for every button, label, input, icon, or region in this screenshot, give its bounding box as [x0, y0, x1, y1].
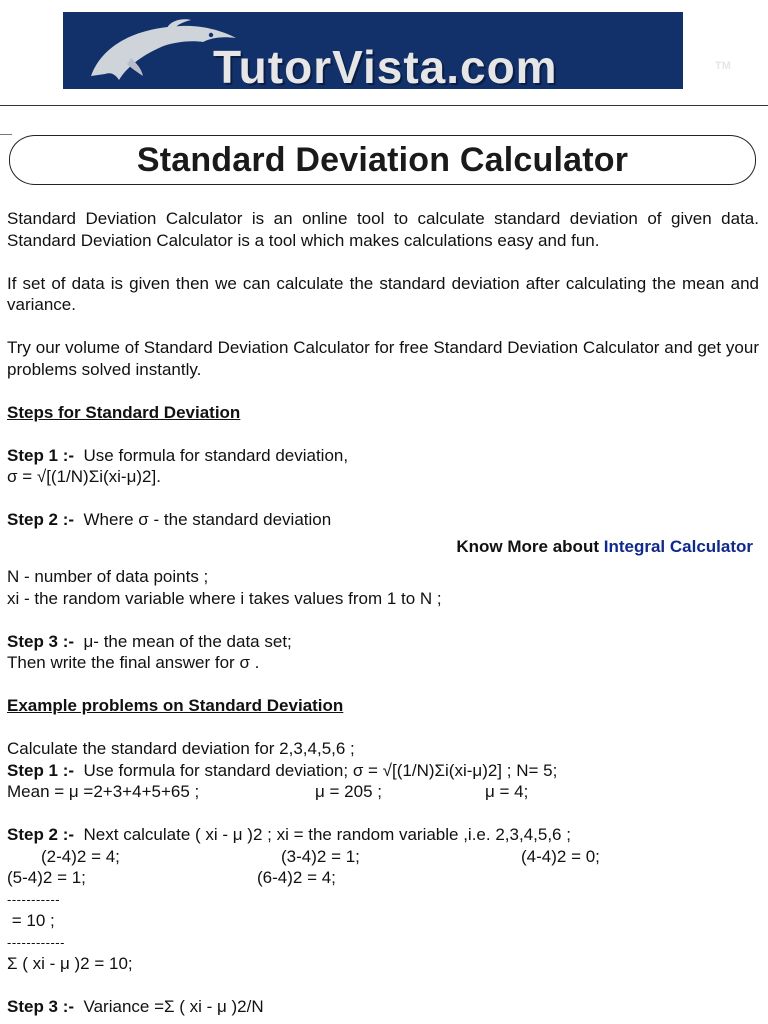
dash-separator-2: ------------	[7, 934, 65, 950]
square-term-3: (4-4)2 = 0;	[521, 846, 600, 866]
squares-row-2	[7, 867, 759, 889]
intro-paragraph-1: Standard Deviation Calculator is an online tool to calculate standard deviation of given data. Standard Deviation Calculator is a tool which makes calculations easy and fun.	[7, 209, 759, 250]
step-2-text: Where σ - the standard deviation	[83, 510, 332, 529]
step-3	[7, 631, 759, 653]
sigma-line: Σ ( xi - μ )2 = 10;	[7, 954, 133, 973]
know-more	[7, 536, 759, 558]
example-step-1	[7, 760, 759, 782]
squares-row-1	[7, 846, 759, 868]
know-more-prefix: Know More about	[456, 536, 599, 556]
logo-text: TutorVista.com	[213, 41, 558, 93]
step-1-formula: σ = √[(1/N)Σi(xi-μ)2].	[7, 467, 161, 486]
example-step-2-label: Step 2 :-	[7, 825, 75, 844]
integral-calculator-link[interactable]: Integral Calculator	[603, 536, 753, 556]
mean-result: μ = 4;	[485, 782, 529, 801]
tutorvista-banner[interactable]	[63, 12, 731, 93]
step-2	[7, 509, 759, 531]
page-title-box	[9, 135, 756, 185]
step-1-text: Use formula for standard deviation,	[83, 445, 349, 465]
dash-separator-1: -----------	[7, 891, 61, 907]
small-divider	[0, 134, 12, 135]
square-term-4: (5-4)2 = 1;	[7, 868, 86, 887]
example-step-1-label: Step 1 :-	[7, 760, 75, 780]
step-3-text: μ- the mean of the data set;	[83, 631, 292, 651]
sum-line: = 10 ;	[7, 911, 55, 930]
intro-paragraph-3: Try our volume of Standard Deviation Calculator for free Standard Deviation Calculator and get your problems solved instantly.	[7, 338, 759, 379]
logo-trademark: TM	[715, 60, 731, 72]
mean-fraction: μ = 205 ;	[315, 782, 382, 801]
step-1	[7, 445, 759, 467]
example-problem: Calculate the standard deviation for 2,3,4,5,6 ;	[7, 739, 355, 758]
example-step-2	[7, 824, 759, 846]
square-term-5: (6-4)2 = 4;	[257, 868, 336, 887]
mean-row	[7, 781, 759, 803]
example-step-3	[7, 996, 759, 1018]
header-divider	[0, 105, 768, 106]
example-step-3-text: Variance =Σ ( xi - μ )2/N	[83, 997, 264, 1016]
example-step-2-text: Next calculate ( xi - μ )2 ; xi = the random variable ,i.e. 2,3,4,5,6 ;	[83, 825, 571, 844]
page-title: Standard Deviation Calculator	[136, 140, 629, 179]
step-3-final: Then write the final answer for σ .	[7, 653, 260, 672]
n-definition: N - number of data points ;	[7, 567, 209, 586]
step-2-label: Step 2 :-	[7, 510, 75, 529]
step-3-label: Step 3 :-	[7, 631, 75, 651]
example-step-1-text: Use formula for standard deviation; σ = √[(1/N)Σi(xi-μ)2] ; N= 5;	[83, 760, 558, 780]
mean-expression: Mean = μ =2+3+4+5+65 ;	[7, 782, 200, 801]
article-content	[7, 208, 759, 1018]
step-1-label: Step 1 :-	[7, 445, 75, 465]
example-heading: Example problems on Standard Deviation	[7, 696, 344, 715]
xi-definition: xi - the random variable where i takes values from 1 to N ;	[7, 588, 442, 608]
square-term-2: (3-4)2 = 1;	[281, 846, 360, 866]
square-term-1: (2-4)2 = 4;	[41, 846, 120, 866]
example-step-3-label: Step 3 :-	[7, 997, 75, 1016]
intro-paragraph-2: If set of data is given then we can calculate the standard deviation after calculating the mean and variance.	[7, 273, 759, 314]
steps-heading: Steps for Standard Deviation	[7, 402, 241, 422]
